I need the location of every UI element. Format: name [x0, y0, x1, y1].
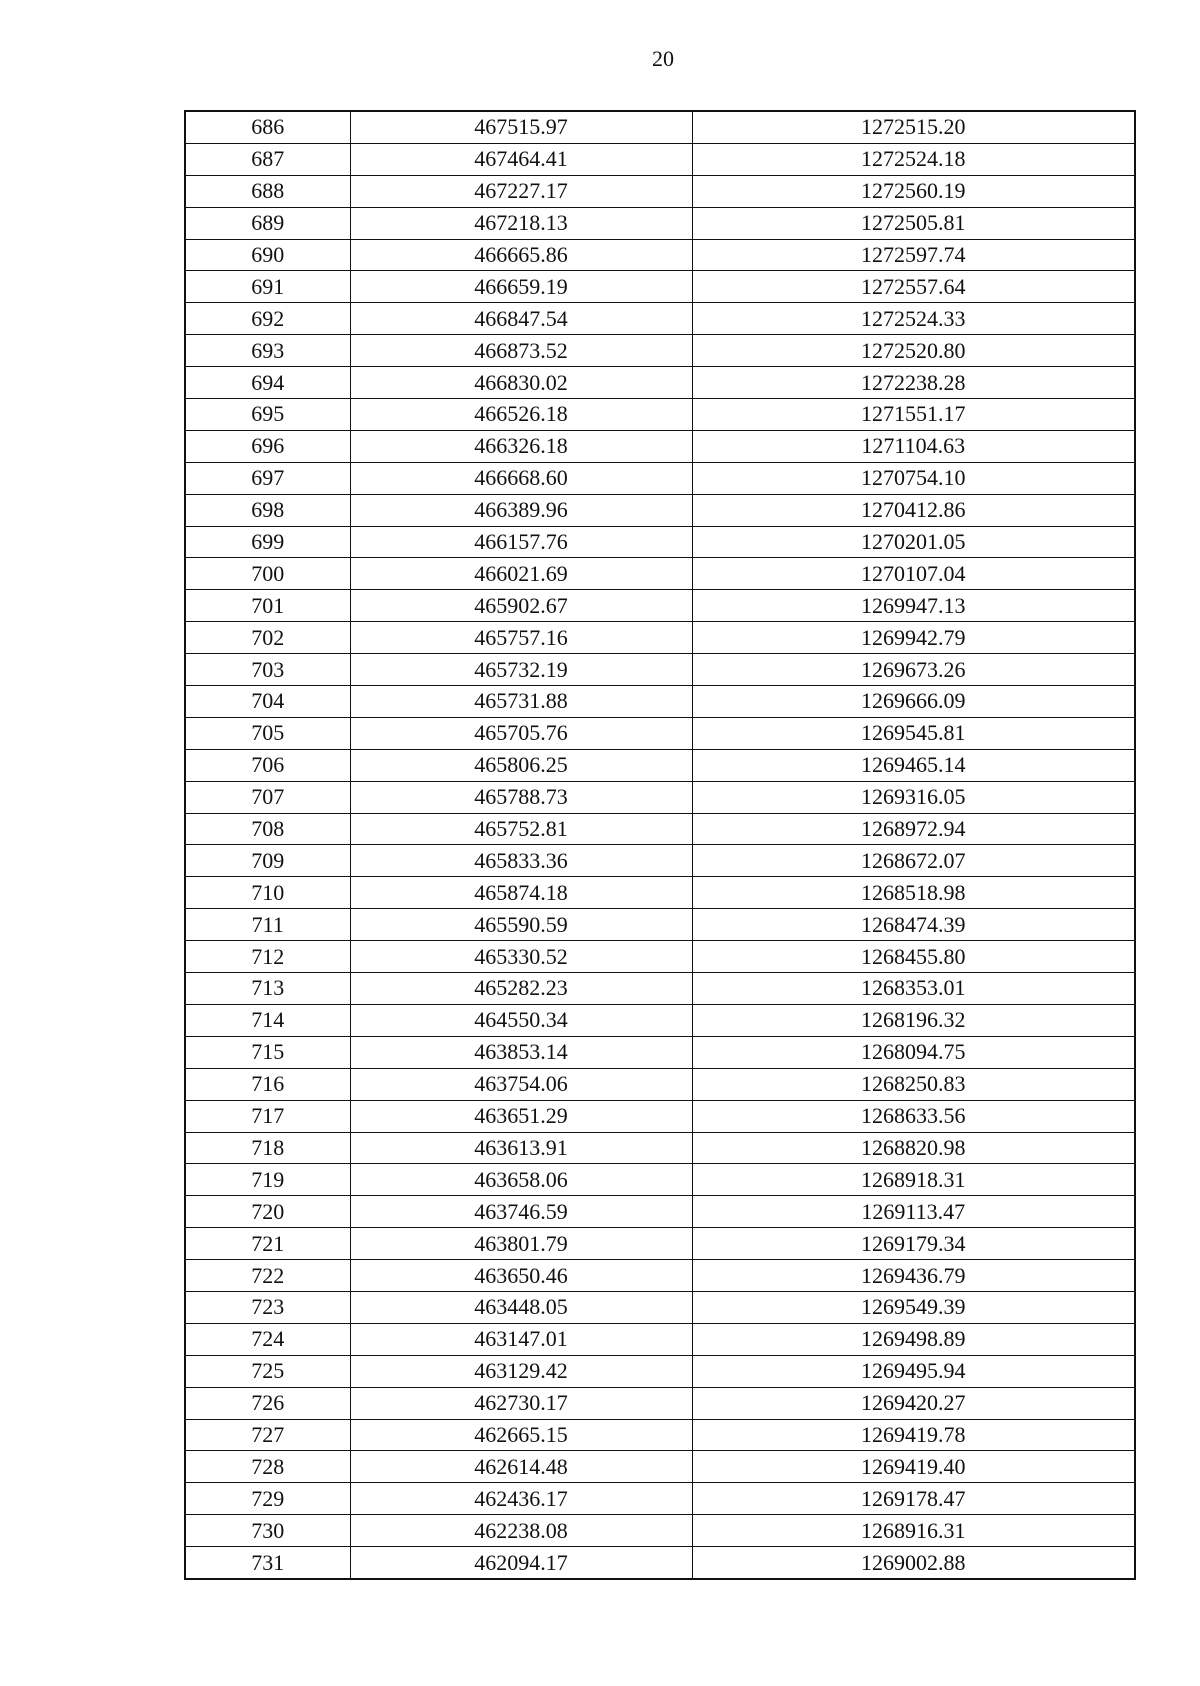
x-coordinate-cell: 465282.23 [350, 973, 692, 1005]
x-coordinate-cell: 466668.60 [350, 462, 692, 494]
y-coordinate-cell: 1269420.27 [692, 1387, 1135, 1419]
table-row [185, 654, 1135, 686]
table-row [185, 717, 1135, 749]
x-coordinate-cell: 463746.59 [350, 1196, 692, 1228]
y-coordinate-cell: 1269666.09 [692, 686, 1135, 718]
point-number-cell: 692 [185, 303, 350, 335]
y-coordinate-cell: 1269419.40 [692, 1451, 1135, 1483]
table-row [185, 367, 1135, 399]
y-coordinate-cell: 1272520.80 [692, 335, 1135, 367]
x-coordinate-cell: 465757.16 [350, 622, 692, 654]
x-coordinate-cell: 462730.17 [350, 1387, 692, 1419]
x-coordinate-cell: 467218.13 [350, 207, 692, 239]
x-coordinate-cell: 465731.88 [350, 686, 692, 718]
point-number-cell: 710 [185, 877, 350, 909]
y-coordinate-cell: 1270412.86 [692, 494, 1135, 526]
y-coordinate-cell: 1270754.10 [692, 462, 1135, 494]
point-number-cell: 706 [185, 749, 350, 781]
point-number-cell: 729 [185, 1483, 350, 1515]
point-number-cell: 694 [185, 367, 350, 399]
x-coordinate-cell: 463651.29 [350, 1100, 692, 1132]
y-coordinate-cell: 1272597.74 [692, 239, 1135, 271]
point-number-cell: 688 [185, 175, 350, 207]
point-number-cell: 722 [185, 1260, 350, 1292]
table-row [185, 1291, 1135, 1323]
point-number-cell: 700 [185, 558, 350, 590]
point-number-cell: 689 [185, 207, 350, 239]
table-row [185, 1036, 1135, 1068]
x-coordinate-cell: 465705.76 [350, 717, 692, 749]
x-coordinate-cell: 466021.69 [350, 558, 692, 590]
point-number-cell: 687 [185, 143, 350, 175]
table-row [185, 1323, 1135, 1355]
table-row [185, 1132, 1135, 1164]
point-number-cell: 707 [185, 781, 350, 813]
x-coordinate-cell: 465590.59 [350, 909, 692, 941]
point-number-cell: 697 [185, 462, 350, 494]
x-coordinate-cell: 463650.46 [350, 1260, 692, 1292]
table-row [185, 1483, 1135, 1515]
point-number-cell: 720 [185, 1196, 350, 1228]
x-coordinate-cell: 463853.14 [350, 1036, 692, 1068]
x-coordinate-cell: 462614.48 [350, 1451, 692, 1483]
table-row [185, 462, 1135, 494]
y-coordinate-cell: 1269465.14 [692, 749, 1135, 781]
table-row [185, 973, 1135, 1005]
point-number-cell: 727 [185, 1419, 350, 1451]
x-coordinate-cell: 465788.73 [350, 781, 692, 813]
table-row [185, 271, 1135, 303]
x-coordinate-cell: 463801.79 [350, 1228, 692, 1260]
point-number-cell: 686 [185, 111, 350, 143]
point-number-cell: 711 [185, 909, 350, 941]
y-coordinate-cell: 1271551.17 [692, 399, 1135, 431]
point-number-cell: 695 [185, 399, 350, 431]
y-coordinate-cell: 1268474.39 [692, 909, 1135, 941]
x-coordinate-cell: 465806.25 [350, 749, 692, 781]
point-number-cell: 713 [185, 973, 350, 1005]
y-coordinate-cell: 1269545.81 [692, 717, 1135, 749]
table-row [185, 1355, 1135, 1387]
x-coordinate-cell: 465874.18 [350, 877, 692, 909]
point-number-cell: 696 [185, 430, 350, 462]
x-coordinate-cell: 463754.06 [350, 1068, 692, 1100]
point-number-cell: 699 [185, 526, 350, 558]
table-row [185, 175, 1135, 207]
x-coordinate-cell: 466665.86 [350, 239, 692, 271]
y-coordinate-cell: 1272557.64 [692, 271, 1135, 303]
x-coordinate-cell: 462436.17 [350, 1483, 692, 1515]
table-row [185, 781, 1135, 813]
x-coordinate-cell: 463613.91 [350, 1132, 692, 1164]
point-number-cell: 698 [185, 494, 350, 526]
point-number-cell: 731 [185, 1547, 350, 1579]
table-row [185, 1196, 1135, 1228]
x-coordinate-cell: 465752.81 [350, 813, 692, 845]
x-coordinate-cell: 466157.76 [350, 526, 692, 558]
point-number-cell: 719 [185, 1164, 350, 1196]
point-number-cell: 723 [185, 1291, 350, 1323]
point-number-cell: 703 [185, 654, 350, 686]
table-row [185, 239, 1135, 271]
point-number-cell: 714 [185, 1004, 350, 1036]
x-coordinate-cell: 466873.52 [350, 335, 692, 367]
y-coordinate-cell: 1269002.88 [692, 1547, 1135, 1579]
y-coordinate-cell: 1269549.39 [692, 1291, 1135, 1323]
x-coordinate-cell: 465330.52 [350, 941, 692, 973]
table-row [185, 1260, 1135, 1292]
x-coordinate-cell: 462665.15 [350, 1419, 692, 1451]
x-coordinate-cell: 462238.08 [350, 1515, 692, 1547]
y-coordinate-cell: 1268518.98 [692, 877, 1135, 909]
point-number-cell: 705 [185, 717, 350, 749]
point-number-cell: 715 [185, 1036, 350, 1068]
x-coordinate-cell: 465902.67 [350, 590, 692, 622]
y-coordinate-cell: 1272524.18 [692, 143, 1135, 175]
x-coordinate-cell: 466830.02 [350, 367, 692, 399]
y-coordinate-cell: 1269495.94 [692, 1355, 1135, 1387]
table-row [185, 909, 1135, 941]
point-number-cell: 690 [185, 239, 350, 271]
y-coordinate-cell: 1272524.33 [692, 303, 1135, 335]
y-coordinate-cell: 1268972.94 [692, 813, 1135, 845]
point-number-cell: 728 [185, 1451, 350, 1483]
point-number-cell: 721 [185, 1228, 350, 1260]
x-coordinate-cell: 463658.06 [350, 1164, 692, 1196]
table-row [185, 494, 1135, 526]
y-coordinate-cell: 1268353.01 [692, 973, 1135, 1005]
y-coordinate-cell: 1272238.28 [692, 367, 1135, 399]
y-coordinate-cell: 1268633.56 [692, 1100, 1135, 1132]
y-coordinate-cell: 1269316.05 [692, 781, 1135, 813]
x-coordinate-cell: 465732.19 [350, 654, 692, 686]
x-coordinate-cell: 463448.05 [350, 1291, 692, 1323]
table-row [185, 1547, 1135, 1579]
coordinate-table [184, 110, 1136, 1580]
y-coordinate-cell: 1269498.89 [692, 1323, 1135, 1355]
table-row [185, 1228, 1135, 1260]
table-row [185, 399, 1135, 431]
y-coordinate-cell: 1272505.81 [692, 207, 1135, 239]
y-coordinate-cell: 1269179.34 [692, 1228, 1135, 1260]
table-row [185, 877, 1135, 909]
y-coordinate-cell: 1270201.05 [692, 526, 1135, 558]
table-row [185, 749, 1135, 781]
y-coordinate-cell: 1269673.26 [692, 654, 1135, 686]
table-row [185, 845, 1135, 877]
table-row [185, 941, 1135, 973]
x-coordinate-cell: 463147.01 [350, 1323, 692, 1355]
table-row [185, 303, 1135, 335]
y-coordinate-cell: 1272560.19 [692, 175, 1135, 207]
x-coordinate-cell: 465833.36 [350, 845, 692, 877]
table-row [185, 1004, 1135, 1036]
y-coordinate-cell: 1268820.98 [692, 1132, 1135, 1164]
point-number-cell: 691 [185, 271, 350, 303]
y-coordinate-cell: 1268672.07 [692, 845, 1135, 877]
point-number-cell: 730 [185, 1515, 350, 1547]
table-row [185, 1387, 1135, 1419]
y-coordinate-cell: 1269178.47 [692, 1483, 1135, 1515]
table-row [185, 430, 1135, 462]
point-number-cell: 693 [185, 335, 350, 367]
point-number-cell: 702 [185, 622, 350, 654]
point-number-cell: 708 [185, 813, 350, 845]
table-row [185, 1100, 1135, 1132]
x-coordinate-cell: 466389.96 [350, 494, 692, 526]
x-coordinate-cell: 466526.18 [350, 399, 692, 431]
x-coordinate-cell: 466326.18 [350, 430, 692, 462]
y-coordinate-cell: 1269419.78 [692, 1419, 1135, 1451]
table-row [185, 590, 1135, 622]
table-row [185, 558, 1135, 590]
coordinate-table-body [185, 111, 1135, 1579]
point-number-cell: 704 [185, 686, 350, 718]
page-number: 20 [652, 46, 674, 71]
y-coordinate-cell: 1268250.83 [692, 1068, 1135, 1100]
table-row [185, 335, 1135, 367]
point-number-cell: 716 [185, 1068, 350, 1100]
point-number-cell: 709 [185, 845, 350, 877]
x-coordinate-cell: 467227.17 [350, 175, 692, 207]
x-coordinate-cell: 466847.54 [350, 303, 692, 335]
y-coordinate-cell: 1269942.79 [692, 622, 1135, 654]
y-coordinate-cell: 1268918.31 [692, 1164, 1135, 1196]
x-coordinate-cell: 466659.19 [350, 271, 692, 303]
x-coordinate-cell: 467464.41 [350, 143, 692, 175]
y-coordinate-cell: 1272515.20 [692, 111, 1135, 143]
point-number-cell: 725 [185, 1355, 350, 1387]
table-row [185, 1068, 1135, 1100]
table-row [185, 622, 1135, 654]
y-coordinate-cell: 1268196.32 [692, 1004, 1135, 1036]
table-row [185, 686, 1135, 718]
table-row [185, 111, 1135, 143]
x-coordinate-cell: 463129.42 [350, 1355, 692, 1387]
point-number-cell: 717 [185, 1100, 350, 1132]
y-coordinate-cell: 1268916.31 [692, 1515, 1135, 1547]
y-coordinate-cell: 1269113.47 [692, 1196, 1135, 1228]
y-coordinate-cell: 1271104.63 [692, 430, 1135, 462]
y-coordinate-cell: 1270107.04 [692, 558, 1135, 590]
x-coordinate-cell: 467515.97 [350, 111, 692, 143]
x-coordinate-cell: 464550.34 [350, 1004, 692, 1036]
x-coordinate-cell: 462094.17 [350, 1547, 692, 1579]
point-number-cell: 718 [185, 1132, 350, 1164]
y-coordinate-cell: 1269947.13 [692, 590, 1135, 622]
point-number-cell: 724 [185, 1323, 350, 1355]
table-row [185, 1419, 1135, 1451]
point-number-cell: 726 [185, 1387, 350, 1419]
table-row [185, 1164, 1135, 1196]
y-coordinate-cell: 1268094.75 [692, 1036, 1135, 1068]
y-coordinate-cell: 1268455.80 [692, 941, 1135, 973]
table-row [185, 1515, 1135, 1547]
point-number-cell: 712 [185, 941, 350, 973]
y-coordinate-cell: 1269436.79 [692, 1260, 1135, 1292]
table-row [185, 207, 1135, 239]
table-row [185, 1451, 1135, 1483]
table-row [185, 143, 1135, 175]
table-row [185, 813, 1135, 845]
point-number-cell: 701 [185, 590, 350, 622]
table-row [185, 526, 1135, 558]
